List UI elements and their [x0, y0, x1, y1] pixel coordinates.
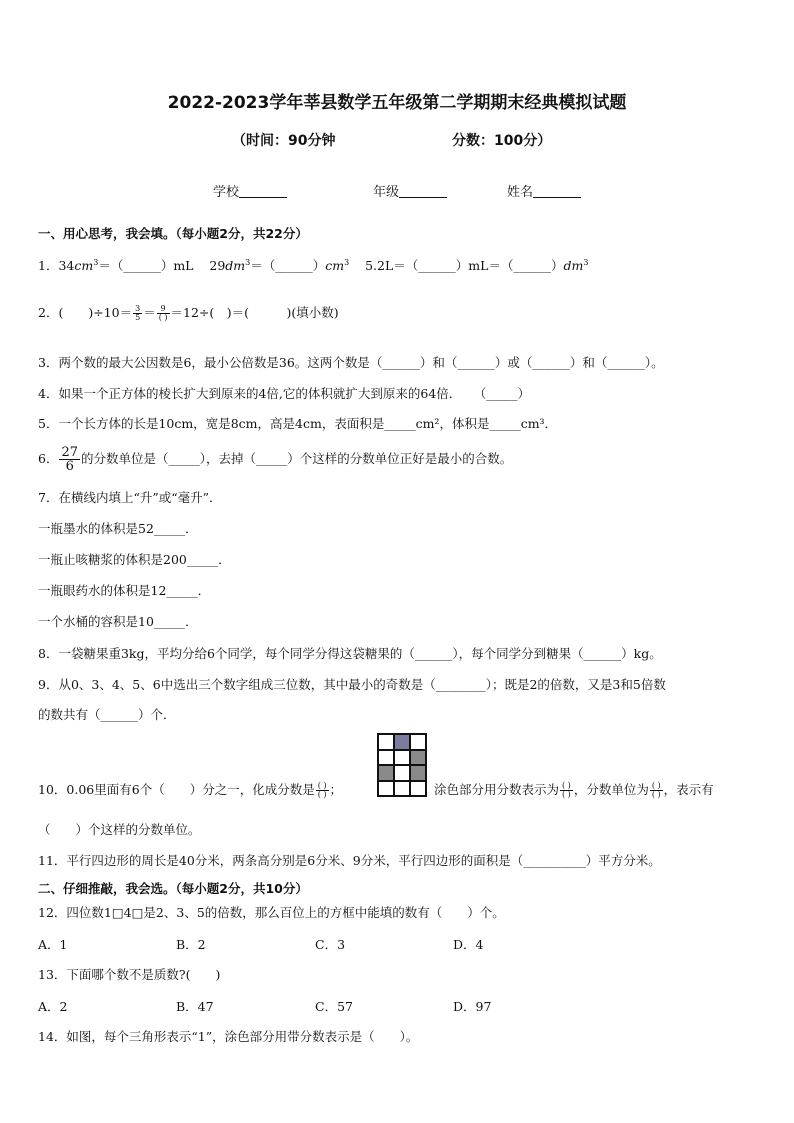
unit-dm: dm	[225, 258, 246, 274]
grade-blank	[399, 185, 447, 198]
q13-option-a[interactable]: A．2	[38, 999, 68, 1014]
q13-option-b[interactable]: B．47	[176, 999, 214, 1014]
q12-option-c[interactable]: C．3	[315, 937, 346, 952]
question-9-line-1: 9．从0、3、4、5、6中选出三个数字组成三位数，其中最小的奇数是（________）；既是2的倍数，又是3和5倍数	[38, 677, 666, 692]
question-8: 8．一袋糖果重3kg，平均分给6个同学，每个同学分得这袋糖果的（______），每个同学分到糖果（______）kg。	[38, 646, 662, 661]
unit-cm: cm	[74, 258, 94, 274]
question-10-part-2: 涂色部分用分数表示为 $\frac{( )}{( )}$ ，分数单位为 $\frac{( )}{( )}$ ，表示有	[434, 781, 714, 799]
name-field	[507, 181, 581, 200]
question-7-line-3: 一瓶眼药水的体积是12_____．	[38, 583, 211, 598]
question-13: 13．下面哪个数不是质数?( )	[38, 967, 221, 982]
grade-label: 年级	[373, 185, 400, 200]
q12-option-d[interactable]: D．4	[453, 937, 484, 952]
question-10-line-2: （ ）个这样的分数单位。	[38, 822, 201, 837]
question-10: 10．0.06里面有6个（ ）分之一，化成分数是 $\frac{( )}{( )}$ ；	[38, 781, 343, 799]
question-9-line-2: 的数共有（______）个．	[38, 707, 176, 722]
question-7-line-2: 一瓶止咳糖浆的体积是200_____．	[38, 552, 231, 567]
question-7-line-1: 一瓶墨水的体积是52_____．	[38, 521, 198, 536]
name-blank	[533, 185, 581, 198]
fraction-blank-2: $\frac{( )}{( )}$	[562, 781, 571, 799]
question-7-line-4: 一个水桶的容积是10_____．	[38, 614, 198, 629]
school-blank	[239, 185, 287, 198]
fraction-9-blank: $\frac{9}{( )}$	[158, 304, 168, 322]
question-2: 2．( )÷10＝ $\frac{3}{5}$ ＝ $\frac{9}{( )}$ ＝12÷( )＝( )(填小数)	[38, 304, 339, 322]
name-label: 姓名	[507, 185, 534, 200]
question-7: 7．在横线内填上“升”或“毫升”．	[38, 490, 222, 505]
school-label: 学校	[213, 185, 240, 200]
page-title: 2022-2023学年莘县数学五年级第二学期期末经典模拟试题	[167, 93, 627, 113]
question-12: 12．四位数1□4□是2、3、5的倍数，那么百位上的方框中能填的数有（ ）个。	[38, 905, 505, 920]
fraction-blank-1: $\frac{( )}{( )}$	[317, 781, 327, 799]
fraction-blank-3: $\frac{( )}{( )}$	[651, 781, 661, 799]
shaded-grid-figure	[377, 733, 427, 797]
q13-option-c[interactable]: C．57	[315, 999, 353, 1014]
score-label: 分数：100分）	[452, 133, 552, 149]
fraction-27-6: $\frac{27}{6}$	[61, 445, 78, 474]
time-label: （时间：90分钟	[232, 133, 336, 149]
school-field	[213, 181, 287, 200]
question-1: 1．$34cm^3=(\_\_\_\_\_\_)mL$ $29dm^3=(\_\_\_\_\_\_)cm^3$ $5.2L=(\_\_\_\_\_\_)mL=(\_\_\_\_\_\_)dm^3$	[38, 258, 589, 274]
section-1-heading: 一、用心思考，我会填。（每小题2分，共22分）	[38, 226, 308, 241]
question-11: 11．平行四边形的周长是40分米，两条高分别是6分米、9分米，平行四边形的面积是（__________）平方分米。	[38, 853, 661, 868]
q12-option-a[interactable]: A．1	[38, 937, 68, 952]
q13-option-d[interactable]: D．97	[453, 999, 492, 1014]
grade-field	[373, 181, 447, 200]
question-6: 6． $\frac{27}{6}$ 的分数单位是（_____），去掉（_____）个这样的分数单位正好是最小的合数。	[38, 445, 513, 474]
section-2-heading: 二、仔细推敲，我会选。（每小题2分，共10分）	[38, 881, 308, 896]
question-5: 5．一个长方体的长是10cm，宽是8cm，高是4cm，表面积是_____cm²，体积是_____cm³．	[38, 416, 558, 431]
fraction-3-5: $\frac{3}{5}$	[135, 304, 141, 322]
question-14: 14．如图，每个三角形表示“1”，涂色部分用带分数表示是（ ）。	[38, 1029, 419, 1044]
question-3: 3．两个数的最大公因数是6，最小公倍数是36。这两个数是（______）和（______）或（______）和（______）。	[38, 355, 664, 370]
question-4: 4．如果一个正方体的棱长扩大到原来的4倍,它的体积就扩大到原来的64倍． （_____）	[38, 386, 531, 401]
q12-option-b[interactable]: B．2	[176, 937, 206, 952]
unit-dm-2: dm	[563, 258, 584, 274]
unit-cm-2: cm	[325, 258, 345, 274]
